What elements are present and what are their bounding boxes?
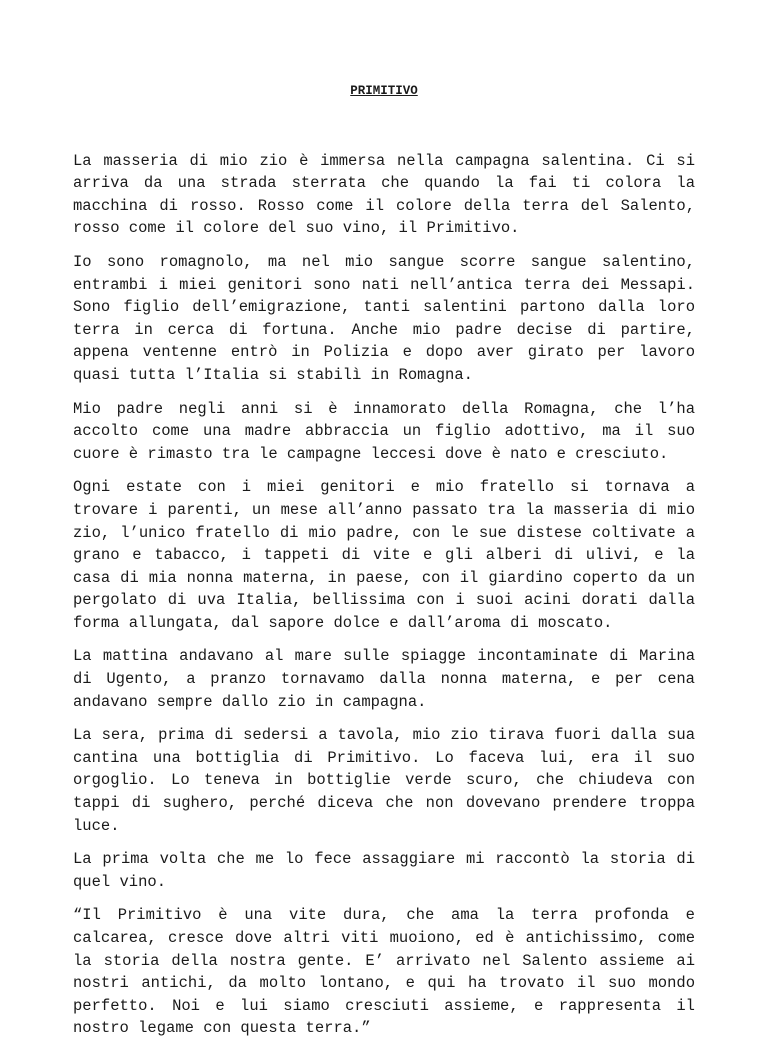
paragraph: La prima volta che me lo fece assaggiare mi raccontò la storia di quel vino. — [73, 850, 695, 891]
paragraph: La mattina andavano al mare sulle spiagge incontaminate di Marina di Ugento, a pranzo tornavamo dalla nonna materna, e per cena andavano sempre dallo zio in campagna. — [73, 647, 695, 711]
paragraph: La masseria di mio zio è immersa nella campagna salentina. Ci si arriva da una strada sterrata che quando la fai ti colora la macchina di rosso. Rosso come il colore della terra del Salento, rosso come il colore del suo vino, il Primitivo. — [73, 151, 695, 238]
paragraph: La sera, prima di sedersi a tavola, mio zio tirava fuori dalla sua cantina una bottiglia di Primitivo. Lo faceva lui, era il suo orgoglio. Lo teneva in bottiglie verde scuro, che chiudeva con tappi di sughero, perché diceva che non dovevano prendere troppa luce. — [73, 726, 695, 835]
paragraph: Io sono romagnolo, ma nel mio sangue scorre sangue salentino, entrambi i miei genitori sono nati nell’antica terra dei Messapi. Sono figlio dell’emigrazione, tanti salentini partono dalla loro terra in cerca di fortuna. Anche mio padre decise di partire, appena ventenne entrò in Polizia e dopo aver girato per lavoro quasi tutta l’Italia si stabilì in Romagna. — [73, 252, 695, 384]
document-title: PRIMITIVO — [350, 84, 418, 98]
paragraph: Mio padre negli anni si è innamorato della Romagna, che l’ha accolto come una madre abbraccia un figlio adottivo, ma il suo cuore è rimasto tra le campagne leccesi dove è nato e cresciuto. — [73, 399, 695, 463]
document-page — [73, 0, 695, 1051]
paragraph: Ogni estate con i miei genitori e mio fratello si tornava a trovare i parenti, un mese all’anno passato tra la masseria di mio zio, l’unico fratello di mio padre, con le sue distese coltivate a grano e tabacco, i tappeti di vite e gli alberi di ulivi, e la casa di mia nonna materna, in paese, con il giardino coperto da un pergolato di uva Italia, bellissima con i suoi acini dorati dalla forma allungata, dal sapore dolce e dall’aroma di moscato. — [73, 478, 695, 632]
paragraph: “Il Primitivo è una vite dura, che ama la terra profonda e calcarea, cresce dove altri viti muoiono, ed è antichissimo, come la storia della nostra gente. E’ arrivato nel Salento assieme ai nostri antichi, da molto lontano, e qui ha trovato il suo mondo perfetto. Noi e lui siamo cresciuti assieme, e rappresenta il nostro legame con questa terra.” — [73, 906, 695, 1038]
